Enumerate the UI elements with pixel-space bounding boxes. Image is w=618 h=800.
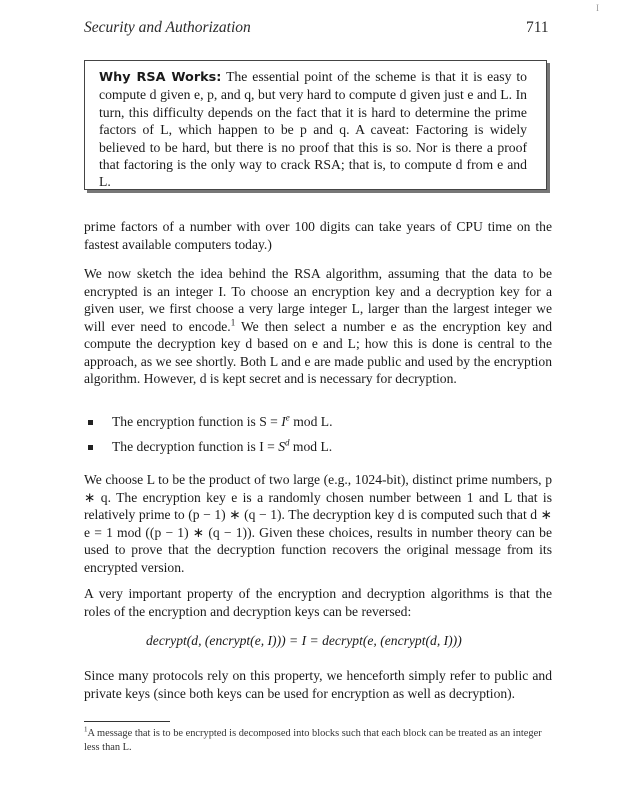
paragraph-rsa-sketch xyxy=(84,265,552,388)
bullet-text: The decryption function is $I = S^d$ mod L. xyxy=(112,437,333,454)
box-text xyxy=(99,68,527,191)
equation-key-reversal: decrypt(d, (encrypt(e, I))) = I = decrypt(e, (encrypt(d, I))) xyxy=(146,633,462,648)
paragraph-continuation: prime factors of a number with over 100 digits can take years of CPU time on the fastest available computers today.) xyxy=(84,219,552,252)
paragraph-key-choice: We choose L to be the product of two large (e.g., 1024-bit), distinct prime numbers, p ∗ q. The encryption key e is a randomly chosen number between 1 and L that is relatively prime to (p − 1) ∗ (q − 1). The decryption key d is computed such that d ∗ e = 1 mod ((p − 1) ∗ (q − 1)). Given these choices, results in number theory can be used to prove that the decryption function recovers the original message from its encrypted version. xyxy=(84,472,552,575)
paragraph-rsa-sketch-part-a: We now sketch the idea behind the RSA algorithm, assuming that the data to be encrypted is an integer I. To choose an encryption key and a decryption key for a given user, we first choose a very large integer L, larger than the largest integer we will ever need to encode. xyxy=(84,266,552,334)
running-header-title: Security and Authorization xyxy=(84,19,251,36)
footnote-text: A message that is to be encrypted is decomposed into blocks such that each block can be treated as an integer less than L. xyxy=(84,728,542,753)
footnote xyxy=(84,727,554,755)
paragraph-rsa-sketch-part-b: We then select a number e as the encryption key and compute the decryption key d based on e and L; how this is done is central to the approach, as we see shortly. Both L and e are made public and used by the encryption algorithm. However, d is kept secret and is necessary for decryption. xyxy=(84,318,553,386)
paragraph-key-reversal: A very important property of the encryption and decryption algorithms is that the roles of the encryption and decryption keys can be reversed: xyxy=(84,586,552,619)
bullet-text: The encryption function is $S = I^e$ mod L. xyxy=(112,412,333,429)
footnote-rule xyxy=(84,721,170,722)
bullet-square-icon xyxy=(88,445,93,450)
box-body: The essential point of the scheme is that it is easy to compute d given e, p, and q, but very hard to compute d given just e and L. In turn, this difficulty depends on the fact that it is hard to determine the prime factors of L, which happen to be p and q. A caveat: Factoring is widely believed to be hard, but there is no proof that this is so. Nor is there a proof that factoring is the only way to crack RSA; that is, to compute d from e and L. xyxy=(99,69,527,190)
bullet-square-icon xyxy=(88,420,93,425)
margin-mark: I xyxy=(596,3,599,13)
why-rsa-works-box xyxy=(84,60,547,190)
box-heading: Why RSA Works: xyxy=(99,70,222,85)
page-number: 711 xyxy=(526,19,549,36)
footnote-reference: 1 xyxy=(230,316,236,327)
footnote-marker: 1 xyxy=(84,725,88,734)
paragraph-public-private-keys: Since many protocols rely on this property, we henceforth simply refer to public and private keys (since both keys can be used for encryption as well as decryption). xyxy=(84,668,552,701)
